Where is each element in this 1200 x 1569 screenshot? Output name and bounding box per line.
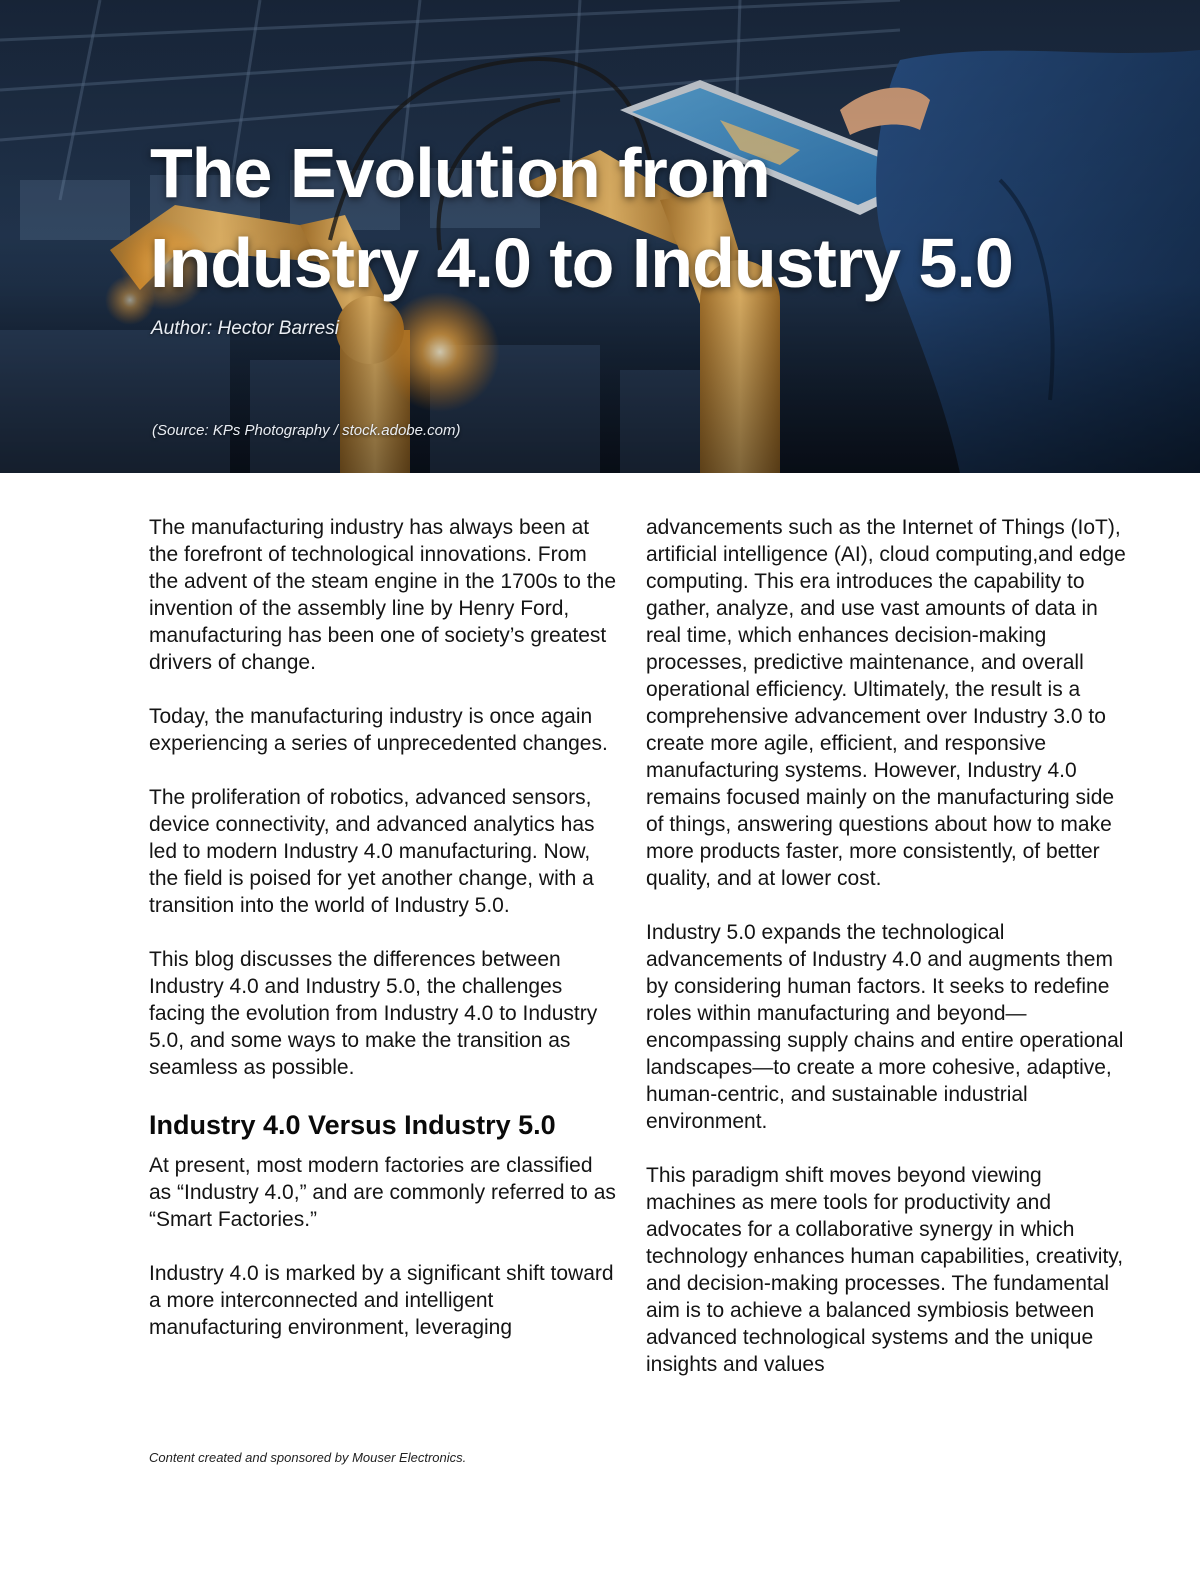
body-paragraph: The proliferation of robotics, advanced sensors, device connectivity, and advanced analytics has led to modern Industry 4.0 manufacturing. Now, the field is poised for yet another change, with a transition into the world of Industry 5.0. [149, 786, 595, 917]
sponsor-note: Content created and sponsored by Mouser Electronics. [149, 1450, 467, 1465]
right-column [646, 514, 1136, 1405]
body-paragraph: Industry 5.0 expands the technological advancements of Industry 4.0 and augments them by considering human factors. It seeks to redefine roles within manufacturing and beyond—encompassing supply chains and entire operational landscapes—to create a more cohesive, adaptive, human-centric, and sustainable industrial environment. [646, 921, 1124, 1133]
body-paragraph: Industry 4.0 is marked by a significant shift toward a more interconnected and intelligent manufacturing environment, leveraging [149, 1262, 614, 1339]
left-column [149, 514, 619, 1368]
body-paragraph: advancements such as the Internet of Things (IoT), artificial intelligence (AI), cloud computing,and edge computing. This era introduces the capability to gather, analyze, and use vast amounts of data in real time, which enhances decision-making processes, predictive maintenance, and overall operational efficiency. Ultimately, the result is a comprehensive advancement over Industry 3.0 to create more agile, efficient, and responsive manufacturing systems. However, Industry 4.0 remains focused mainly on the manufacturing side of things, answering questions about how to make more products faster, more consistently, of better quality, and at lower cost. [646, 516, 1126, 890]
section-heading: Industry 4.0 Versus Industry 5.0 [149, 1110, 556, 1140]
image-source-credit: (Source: KPs Photography / stock.adobe.com) [152, 422, 461, 439]
body-paragraph: This paradigm shift moves beyond viewing machines as mere tools for productivity and advocates for a collaborative synergy in which technology enhances human capabilities, creativity, and decision-making processes. The fundamental aim is to achieve a balanced symbiosis between advanced technological systems and the unique insights and values [646, 1164, 1124, 1376]
body-paragraph: The manufacturing industry has always been at the forefront of technological innovations. From the advent of the steam engine in the 1700s to the invention of the assembly line by Henry Ford, manufacturing has been one of society’s greatest drivers of change. [149, 516, 617, 674]
page-title [150, 128, 1150, 308]
author-byline: Author: Hector Barresi [151, 318, 339, 339]
body-paragraph: At present, most modern factories are classified as “Industry 4.0,” and are commonly referred to as “Smart Factories.” [149, 1154, 616, 1231]
body-paragraph: Today, the manufacturing industry is once again experiencing a series of unprecedented changes. [149, 705, 608, 755]
page-title-line-2: Industry 4.0 to Industry 5.0 [150, 224, 1013, 302]
hero-banner [0, 0, 1200, 473]
page-title-line-1: The Evolution from [150, 134, 770, 212]
body-paragraph: This blog discusses the differences between Industry 4.0 and Industry 5.0, the challenges facing the evolution from Industry 4.0 to Industry 5.0, and some ways to make the transition as seamless as possible. [149, 948, 598, 1079]
